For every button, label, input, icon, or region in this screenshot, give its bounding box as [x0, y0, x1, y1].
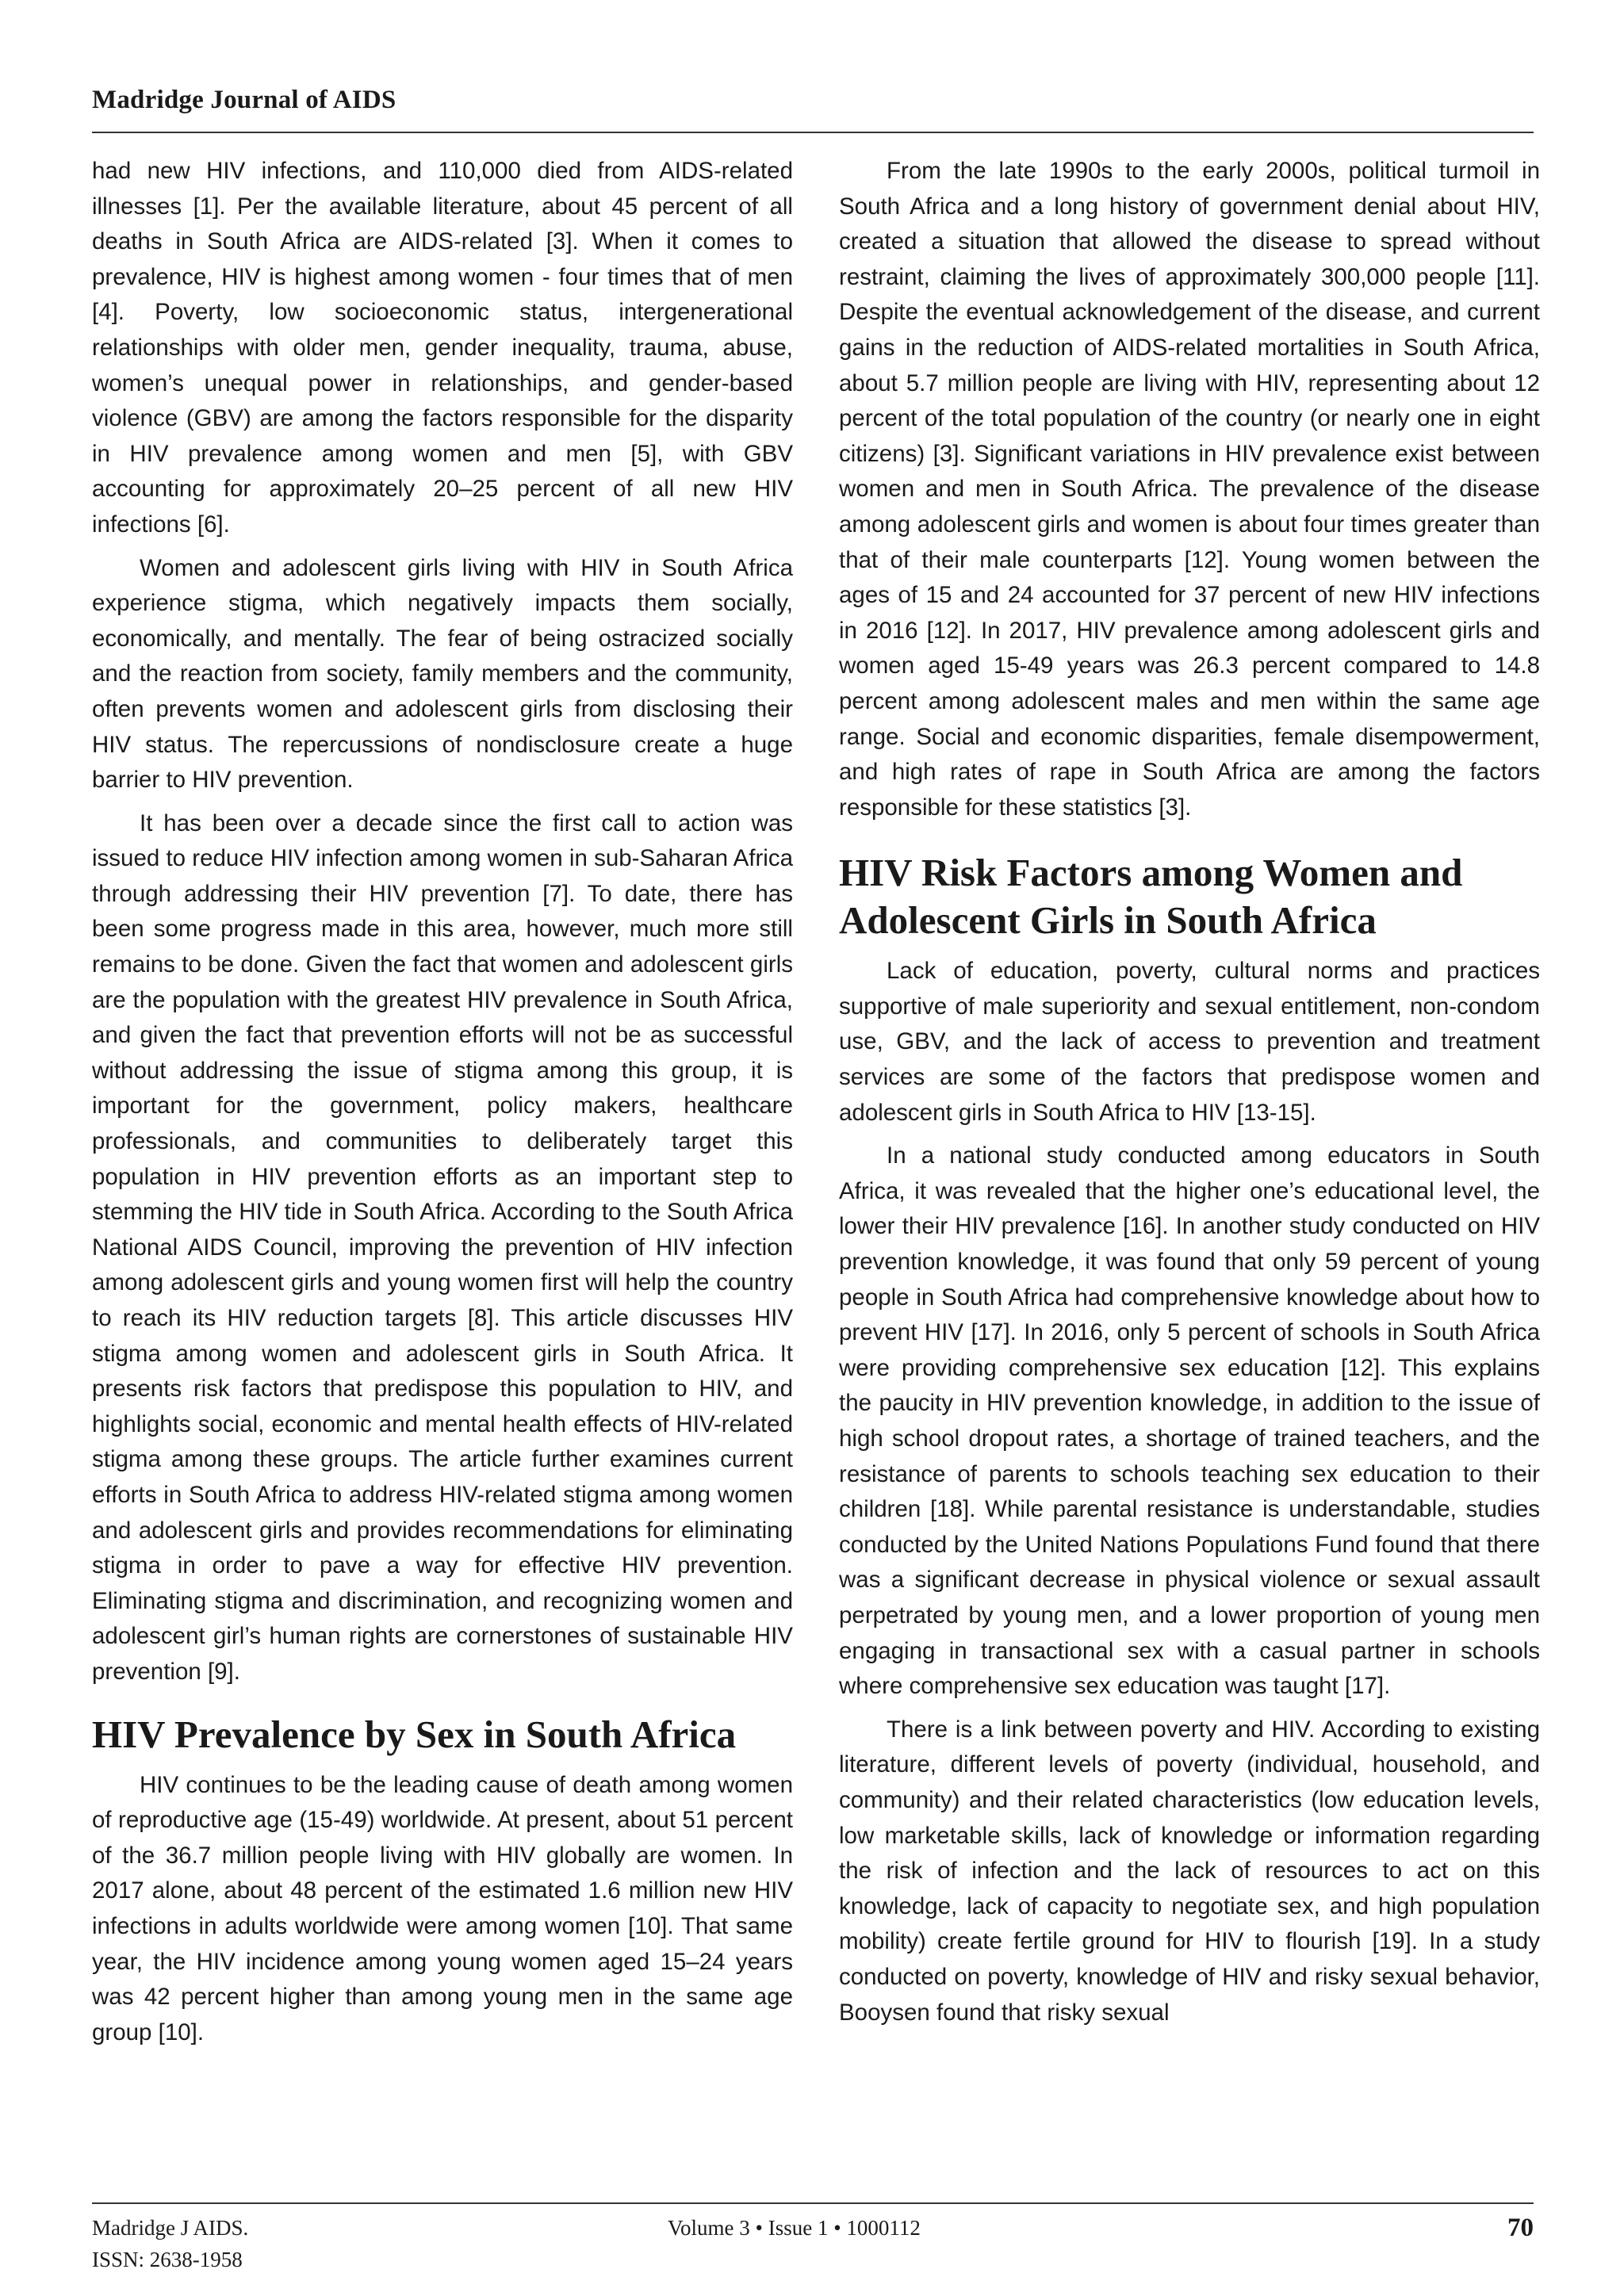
footer-issn: ISSN: 2638-1958: [92, 2248, 243, 2271]
section-heading-prevalence: HIV Prevalence by Sex in South Africa: [92, 1712, 737, 1756]
header-rule: [92, 132, 1534, 133]
footer-rule: [92, 2202, 1534, 2204]
right-paragraph-1: From the late 1990s to the early 2000s, political turmoil in South Africa and a long history of government denial about HIV, created a situation that allowed the disease to spread without restraint, claiming the lives of approximately 300,000 people [11]. Despite the eventual acknowledgement of the disease, and current gains in the reduction of AIDS-related mortalities in South Africa, about 5.7 million people are living with HIV, representing about 12 percent of the total population of the country (or nearly one in eight citizens) [3]. Significant variations in HIV prevalence exist between women and men in South Africa. The prevalence of the disease among adolescent girls and women is about four times greater than that of their male counterparts [12]. Young women between the ages of 15 and 24 accounted for 37 percent of new HIV infections in 2016 [12]. In 2017, HIV prevalence among adolescent girls and women aged 15-49 years was 26.3 percent compared to 14.8 percent among adolescent males and men within the same age range. Social and economic disparities, female disempowerment, and high rates of rape in South Africa are among the factors responsible for these statistics [3].: [839, 158, 1540, 821]
page-number: 70: [1507, 2214, 1534, 2242]
right-column: [839, 154, 1540, 2030]
left-paragraph-2: Women and adolescent girls living with HIV in South Africa experience stigma, which negatively impacts them socially, economically, and mentally. The fear of being ostracized socially and the reaction from society, family members and the community, often prevents women and adolescent girls from disclosing their HIV status. The repercussions of nondisclosure create a huge barrier to HIV prevention.: [92, 554, 793, 794]
running-header: Madridge Journal of AIDS: [92, 86, 396, 114]
right-paragraph-4: There is a link between poverty and HIV. According to existing literature, different levels of poverty (individual, household, and community) and their related characteristics (low education levels, low marketable skills, lack of knowledge or information regarding the risk of infection and the lack of resources to act on this knowledge, lack of capacity to negotiate sex, and high population mobility) create fertile ground for HIV to flourish [19]. In a study conducted on poverty, knowledge of HIV and risky sexual behavior, Booysen found that risky sexual: [839, 1716, 1540, 2026]
left-column: [92, 154, 793, 2050]
right-paragraph-3: In a national study conducted among educators in South Africa, it was revealed that the higher one’s educational level, the lower their HIV prevalence [16]. In another study conducted on HIV prevention knowledge, it was found that only 59 percent of young people in South Africa had comprehensive knowledge about how to prevent HIV [17]. In 2016, only 5 percent of schools in South Africa were providing comprehensive sex education [12]. This explains the paucity in HIV prevention knowledge, in addition to the issue of high school dropout rates, a shortage of trained teachers, and the resistance of parents to schools teaching sex education to their children [18]. While parental resistance is understandable, studies conducted by the United Nations Populations Fund found that there was a significant decrease in physical violence or sexual assault perpetrated by young men, and a lower proportion of young men engaging in transactional sex with a casual partner in schools where comprehensive sex education was taught [17].: [839, 1142, 1540, 1700]
section-heading-risk-factors: HIV Risk Factors among Women and Adolescent Girls in South Africa: [839, 851, 1463, 943]
left-paragraph-1: had new HIV infections, and 110,000 died from AIDS-related illnesses [1]. Per the available literature, about 45 percent of all deaths in South Africa are AIDS-related [3]. When it comes to prevalence, HIV is highest among women - four times that of men [4]. Poverty, low socioeconomic status, intergenerational relationships with older men, gender inequality, trauma, abuse, women’s unequal power in relationships, and gender-based violence (GBV) are among the factors responsible for the disparity in HIV prevalence among women and men [5], with GBV accounting for approximately 20–25 percent of all new HIV infections [6].: [92, 158, 793, 538]
right-paragraph-2: Lack of education, poverty, cultural norms and practices supportive of male superiority and sexual entitlement, non-condom use, GBV, and the lack of access to prevention and treatment services are some of the factors that predispose women and adolescent girls in South Africa to HIV [13-15].: [839, 958, 1540, 1126]
footer-journal-abbrev: Madridge J AIDS.: [92, 2216, 249, 2240]
left-paragraph-4: HIV continues to be the leading cause of death among women of reproductive age (15-49) worldwide. At present, about 51 percent of the 36.7 million people living with HIV globally are women. In 2017 alone, about 48 percent of the estimated 1.6 million new HIV infections in adults worldwide were among women [10]. That same year, the HIV incidence among young women aged 15–24 years was 42 percent higher than among young men in the same age group [10].: [92, 1771, 793, 2045]
footer-journal-info: [92, 2212, 248, 2275]
left-paragraph-3: It has been over a decade since the first call to action was issued to reduce HIV infection among women in sub-Saharan Africa through addressing their HIV prevention [7]. To date, there has been some progress made in this area, however, much more still remains to be done. Given the fact that women and adolescent girls are the population with the greatest HIV prevalence in South Africa, and given the fact that prevention efforts will not be as successful without addressing the issue of stigma among this group, it is important for the government, policy makers, healthcare professionals, and communities to deliberately target this population in HIV prevention efforts as an important step to stemming the HIV tide in South Africa. According to the South Africa National AIDS Council, improving the prevention of HIV infection among adolescent girls and young women first will help the country to reach its HIV reduction targets [8]. This article discusses HIV stigma among women and adolescent girls in South Africa. It presents risk factors that predispose this population to HIV, and highlights social, economic and mental health effects of HIV-related stigma among these groups. The article further examines current efforts in South Africa to address HIV-related stigma among women and adolescent girls and provides recommendations for eliminating stigma in order to pave a way for effective HIV prevention. Eliminating stigma and discrimination, and recognizing women and adolescent girl’s human rights are cornerstones of sustainable HIV prevention [9].: [92, 809, 793, 1685]
footer-volume-issue: Volume 3 • Issue 1 • 1000112: [668, 2216, 921, 2240]
